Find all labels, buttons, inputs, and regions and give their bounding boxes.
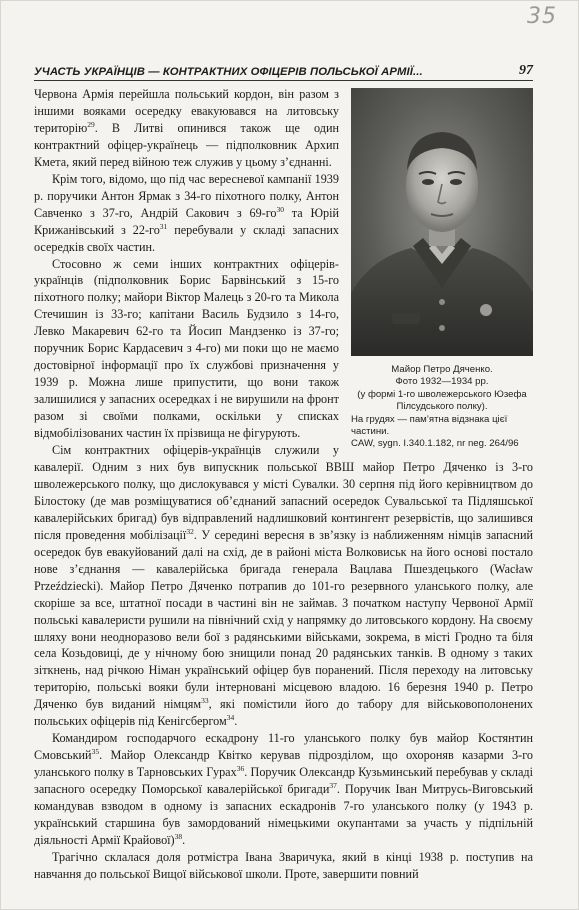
caption-line-6: CAW, sygn. I.340.1.182, nr neg. 264/96 xyxy=(351,438,519,450)
footnote-marker: 31 xyxy=(159,221,168,231)
paragraph-3: Стосовно ж семи інших контрактних офіцерів-українців (підполковник Борис Барвінський з 15-го піхотного полку; майори Віктор Малець з 20-го та Микола Стечишин із 33-го; капітани Василь Будзило з 14-го, Левко Макаревич 62-го та Йосип Мандзенко із 37-го; поручник Борис Кардасевич з 4-го) ми поки що не маємо достовірної інформації про їх службові призначення у 1939 р. Можна лише припустити, що вони також залишилися у запасних осередках і не вирушили на фронт разом зі своїми полками, оскільки у списках відмобілізованих частин їх прізвища не фігурують. xyxy=(34,256,339,441)
footnote-marker: 35 xyxy=(91,747,100,757)
footnote-marker: 30 xyxy=(276,204,285,214)
footnote-marker: 37 xyxy=(329,781,337,791)
running-header xyxy=(34,58,533,81)
running-title: УЧАСТЬ УКРАЇНЦІВ — КОНТРАКТНИХ ОФІЦЕРІВ ПОЛЬСЬКОЇ АРМІЇ... xyxy=(34,66,423,78)
paragraph-4: Сім контрактних офіцерів-українців служили у кавалерії. Одним з них був випускник польської ВВШ майор Петро Дяченко із 3-го шволежерського полку, що дислокувався у місті Сувалки. 30 серпня під його керівництвом до Білостоку (де мав розміщуватися об’єднаний запасний осередок Сувальської та Підляшської кавалерійських бригад) був відправлений надлишковий контингент резервістів, що залишився після проведення мобілізації$^{32}$. У середині вересня в зв’язку із наближенням німців запасний осередок був евакуйований далі на схід, де в районі міста Волковиськ на його основі постало нове з’єднання — кавалерійська бригада генерала Вацлава Пшездецького (Wacław Przeździecki). Майор Петро Дяченко потрапив до 101-го резервного уланського полку, але скоріше за все, штатної посади в частині він не займав. З початком наступу Червоної Армії польські кавалеристи рушили на північний схід у напрямку до литовського кордону. На своєму шляху вони неодноразово вели бої з радянськими військами, зокрема, в місті Гродно та біля села Козьдовиці, де у нічному бою знищили понад 20 радянських танків. В одному з таких зіткнень, над річкою Німан український офіцер був поранений. Після переходу на литовську територію, польські вояки були інтерновані місцевою владою. 16 березня 1940 р. Петро Дяченко був виданий німцям$^{33}$, які помістили його до табору для військовополонених польських офіцерів під Кенігсбергом$^{34}$. xyxy=(34,443,534,729)
paragraph-2: Крім того, відомо, що під час вересневої кампанії 1939 р. поручики Антон Ярмак з 34-го піхотного полку, Антон Савченко з 37-го, Андрій Сакович з $69-го^{30}$ та Юрій Крижанівський з $22-го^{31}$ перебували у складі запасних осередків своїх частин. xyxy=(34,171,339,254)
page-number: 97 xyxy=(519,63,533,78)
paragraph-1: Червона Армія перейшла польський кордон, він разом з іншими вояками осередку евакуювався на литовську територію$^{29}$. В Литві опинився також ще один контрактний офіцер-українець — підполковник Архип Кмета, який перед війною теж служив у цьому з’єднанні. xyxy=(34,87,339,169)
officer-portrait-illustration xyxy=(351,88,533,356)
caption-line-5: На грудях — пам’ятна відзнака цієї частини. xyxy=(351,413,508,438)
caption-line-2: Фото 1932—1934 рр. xyxy=(395,376,489,388)
portrait-photo xyxy=(351,88,533,356)
footnote-marker: 34 xyxy=(226,713,235,723)
caption-line-1: Майор Петро Дяченко. xyxy=(391,364,493,375)
footnote-marker: 38 xyxy=(174,831,183,841)
caption-line-3: (у формі 1-го шволежерського Юзефа xyxy=(357,388,527,400)
footnote-marker: 36 xyxy=(236,764,245,774)
article-body xyxy=(34,86,533,883)
paragraph-6: Трагічно склалася доля ротмістра Івана Зваричука, який в кінці 1938 р. поступив на навчання до польської Вищої військової школи. Проте, завершити повний xyxy=(34,849,533,881)
portrait-figure xyxy=(351,88,533,451)
footnote-marker: 32 xyxy=(186,526,194,536)
footnote-marker: 33 xyxy=(201,696,209,706)
margin-note: 35 xyxy=(527,4,557,29)
footnote-marker: 29 xyxy=(87,119,95,129)
paragraph-5: Командиром господарчого ескадрону 11-го уланського полку був майор Костянтин Смовський$^{35}$. Майор Олександр Квітко керував підрозділом, що охороняв казарми 3-го уланського полку в Тарновських Гурах$^{36}$. Поручик Олександр Кузьминський перебував у складі запасного осередку Поморської кавалерійської бригади$^{37}$. Поручик Іван Митрусь-Виговський командував взводом в одному із запасних ескадронів 7-го уланського полку (у 1943 р. український старшина був замордований німецькими окупантами за участь у підпільній діяльності Армії Крайової)$^{38}$. xyxy=(34,731,534,847)
caption-line-4: Пілсудського полку). xyxy=(396,401,488,413)
figure-caption xyxy=(351,364,533,451)
